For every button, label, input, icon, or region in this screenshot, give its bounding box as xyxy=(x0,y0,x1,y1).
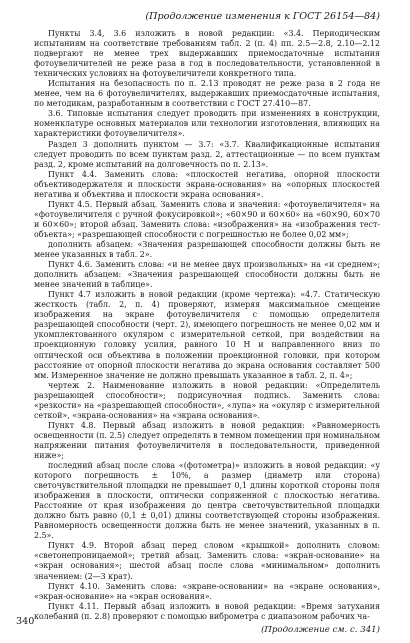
paragraph: Пункт 4.10. Заменить слова: «экране-основании» на «экране основания», «экран-основание» на «экран основания». xyxy=(34,581,380,601)
continuation-note: (Продолжение см. с. 341) xyxy=(261,624,380,635)
paragraph: Пункт 4.11. Первый абзац изложить в новой редакции: «Время затухания колебаний (п. 2.8) проверяют с помощью виброметра с диапазоном рабочих ча- xyxy=(34,601,380,621)
paragraph: Испытания на безопасность по п. 2.13 проводят не реже раза в 2 года не менее, чем на 6 фотоувеличителях, выдержавших приемосдаточные испытания, по методикам, разработанным в соответствии с ГОСТ 27.410—87. xyxy=(34,79,380,109)
paragraph: Пункт 4.9. Второй абзац перед словом «крышкой» дополнить словом: «светонепроницаемой»; третий абзац. Заменить слова: «экран-основание» на «экран основания»; шестой абзац после слова «минимальном» дополнить значением: (2—3 крат). xyxy=(34,541,380,581)
paragraph: Пункты 3.4, 3.6 изложить в новой редакции: «3.4. Периодическим испытаниям на соответствие требованиям табл. 2 (п. 4) пп. 2.5—2.8, 2.10—2.12 подвергают не менее трех выдержавших приемосдаточные испытания фотоувеличителей не реже раза в год в последовательности, установленной в технических условиях на фотоувеличители конкретного типа. xyxy=(34,29,380,79)
paragraph: чертеж 2. Наименование изложить в новой редакции: «Определитель разрешающей способности»; подрисуночная подпись. Заменить слова: «резкости» на «разрешающей способности», «лупа» на «окуляр с измерительной сеткой», «экрана-основания» на «экрана основания». xyxy=(34,380,380,420)
paragraph: Пункт 4.7 изложить в новой редакции (кроме чертежа): «4.7. Статическую жесткость (табл. 2, п. 4) проверяют, измеряя максимальное смещение изображения на экране фотоувеличителя с помощью определителя разрешающей способности (черт. 2), имеющего погрешность не менее 0,02 мм и укомплектованного окуляром с измерительной сеткой, при воздействии на проекционную головку усилия, равного 10 Н и направленного вниз по оптической оси объектива в положении проекционной головки, при котором расстояние от опорной плоскости негатива до экрана основания составляет 500 мм. Измеренное значение не должно превышать указанное в табл. 2, п. 4»; xyxy=(34,290,380,380)
paragraph: Раздел 3 дополнить пунктом — 3.7: «3.7. Квалификационные испытания следует проводить по всем пунктам разд. 2, аттестационные — по всем пунктам разд. 2, кроме испытаний на долговечность по п. 2.13». xyxy=(34,139,380,169)
paragraph: Пункт 4.4. Заменить слова: «плоскостей негатива, опорной плоскости объективодержателя и плоскости экрана-основания» на «опорных плоскостей негатива и объектива и плоскости экрана основания». xyxy=(34,169,380,199)
paragraph: 3.6. Типовые испытания следует проводить при изменениях в конструкции, номенклатуре основных материалов или технологии изготовления, влияющих на характеристики фотоувеличителя». xyxy=(34,109,380,139)
body-text xyxy=(34,29,380,622)
running-head: (Продолжение изменения к ГОСТ 26154—84) xyxy=(145,11,380,22)
paragraph: Пункт 4.6. Заменить слова: «и не менее двух произвольных» на «и среднем»; дополнить абзацем: «Значения разрешающей способности должны быть не менее значений в таблице». xyxy=(34,260,380,290)
paragraph: Пункт 4.5. Первый абзац. Заменить слова и значения: «фотоувеличителя» на «фотоувеличителя с ручной фокусировкой»; «60×90 и 60×60» на «60×90, 60×70 и 60×60»; второй абзац. Заменить слова: «изображения» на «изображения тест-объекта»; «разрешающей способности с погрешностью не более 0,02 мм»; xyxy=(34,199,380,239)
paragraph: дополнить абзацем: «Значения разрешающей способности должны быть не менее указанных в табл. 2». xyxy=(34,239,380,260)
paragraph: последний абзац после слова «(фотометра)» изложить в новой редакции: «у которого погрешность ± 10%, а размер (диаметр или сторона) светочувствительной площадки не превышает 0,1 длины короткой стороны поля изображения в плоскости, оптически сопряженной с плоскостью негатива. Расстояние от края изображения до центра светочувствительной площадки должно быть равно (0,1 ± 0,01) длины соответствующей стороны изображения. Равномерность освещенности должна быть не менее значений, указанных в п. 2.5». xyxy=(34,461,380,541)
paragraph: Пункт 4.8. Первый абзац изложить в новой редакции: «Равномерность освещенности (п. 2.5) следует определять в темном помещении при номинальном напряжении питания фотоувеличителя в последовательности, приведенной ниже»; xyxy=(34,420,380,460)
page-number: 340 xyxy=(16,616,35,627)
